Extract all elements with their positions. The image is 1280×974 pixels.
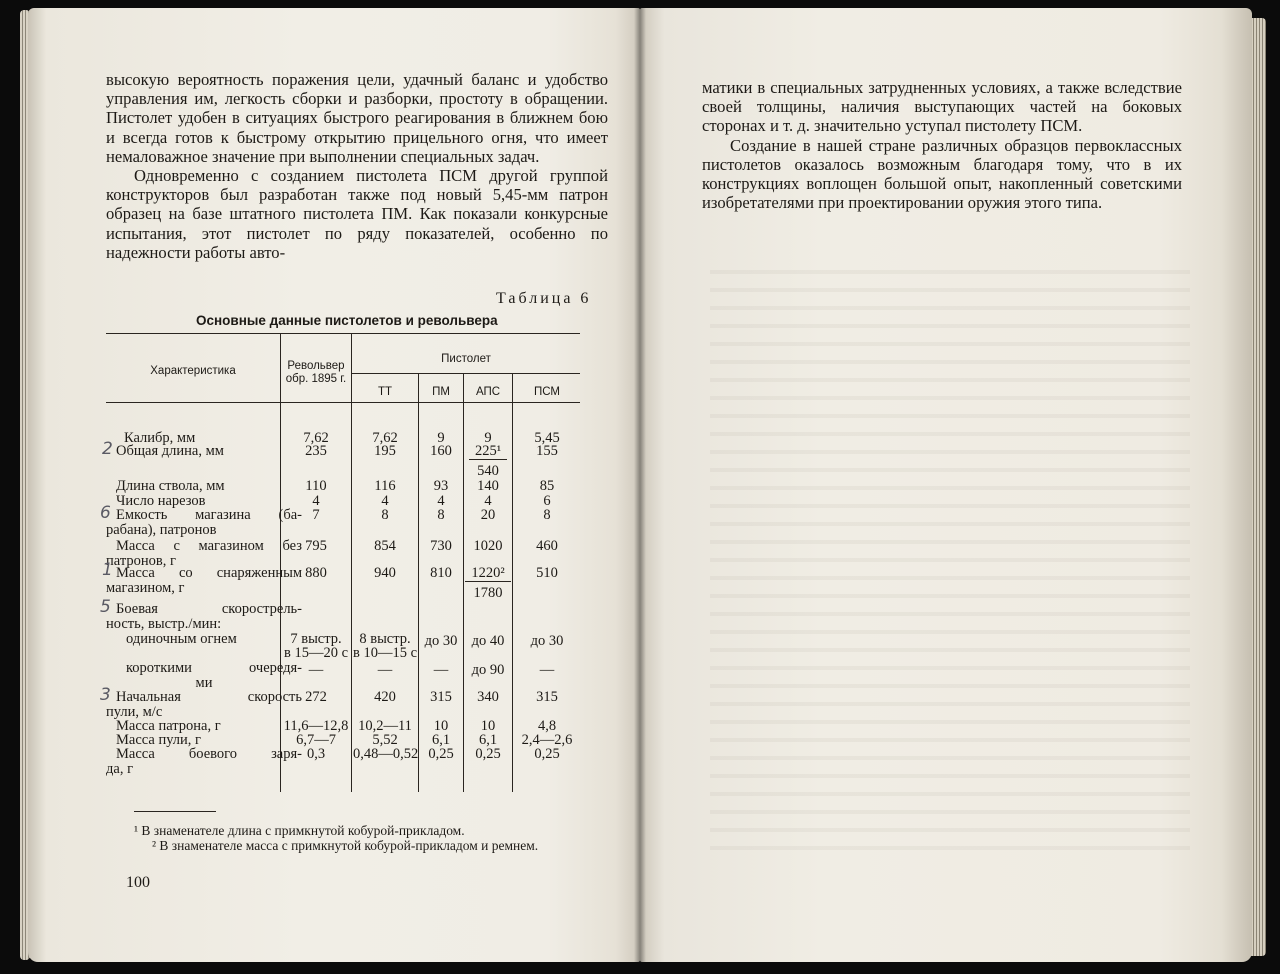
left-page: [28, 8, 640, 962]
table-cell: 1220² 1780: [465, 566, 511, 601]
table-cell: 2,4—2,6: [521, 732, 573, 748]
table-cell: 110: [305, 478, 327, 494]
table-cell: 315: [430, 689, 452, 705]
header-tt: ТТ: [377, 386, 393, 398]
table-cell: 4: [437, 493, 445, 509]
table-cell: 0,25: [534, 746, 560, 762]
row-label: Масса патрона, г: [116, 718, 221, 734]
table-cell: 7: [312, 507, 320, 523]
header-pm: ПМ: [432, 386, 450, 398]
table-cell: 7,62: [303, 430, 329, 446]
pencil-mark: 3: [100, 685, 111, 705]
table-cell: 460: [536, 538, 558, 554]
table-cell: 4,8: [537, 718, 557, 734]
row-label: одиночным огнем: [126, 631, 237, 647]
table-cell: 93: [433, 478, 449, 494]
pencil-mark: 5: [100, 597, 111, 617]
table-cell: 0,25: [428, 746, 454, 762]
table-cell: 225¹ 540: [465, 444, 511, 479]
table-cell: 7,62: [372, 430, 398, 446]
table-cell: 420: [374, 689, 396, 705]
table-cell: 315: [536, 689, 558, 705]
table-cell: 4: [312, 493, 320, 509]
paragraph: Создание в нашей стране различных образцов первоклассных пистолетов оказалось возможным благодаря тому, что в их конструкциях воплощен большой опыт, накопленный советскими изобретателями при проектировании оружия этого типа.: [702, 135, 1182, 213]
table-pistol-rule: [351, 373, 580, 374]
table-cell: 0,25: [475, 746, 501, 762]
pencil-mark: 6: [100, 503, 111, 523]
right-page-body: [702, 78, 1182, 212]
table-cell: 854: [374, 538, 396, 554]
table-cell: 11,6—12,8: [283, 718, 349, 734]
header-psm: ПСМ: [533, 386, 561, 398]
table-cell: 0,3: [306, 746, 326, 762]
table-cell: 340: [477, 689, 499, 705]
table-cell: 10: [480, 718, 496, 734]
book-gutter: [634, 8, 646, 962]
header-pistol: Пистолет: [441, 353, 491, 365]
table-cell: 795: [305, 538, 327, 554]
table-cell: 4: [484, 493, 492, 509]
row-label: Боевая скорострель- ность, выстр./мин:: [106, 601, 302, 632]
table-cell: 730: [430, 538, 452, 554]
header-aps: АПС: [475, 386, 501, 398]
table-cell: 10,2—11: [358, 718, 412, 734]
table-col-divider: [512, 373, 513, 792]
table-cell: 10: [433, 718, 449, 734]
table-cell: 116: [374, 478, 396, 494]
table-cell: 8 выстр. в 10—15 с: [353, 631, 418, 661]
row-label: Масса боевого заря- да, г: [106, 746, 302, 777]
row-label: Число нарезов: [116, 493, 206, 509]
row-label: Общая длина, мм: [116, 443, 224, 459]
table-cell: 510: [536, 565, 558, 581]
table-cell: 940: [374, 565, 396, 581]
table-cell: —: [308, 662, 324, 678]
table-cell: 8: [381, 507, 389, 523]
table-cell: 5,45: [534, 430, 560, 446]
row-label: короткими очередя- ми: [126, 660, 302, 691]
table-top-rule: [106, 333, 580, 334]
table-cell: 6: [543, 493, 551, 509]
row-label: Масса пули, г: [116, 732, 202, 748]
table-cell: 7 выстр. в 15—20 с: [283, 631, 349, 661]
footnote: ² В знаменателе масса с примкнутой кобурой-прикладом и ремнем.: [152, 838, 539, 853]
table-cell: 140: [477, 478, 499, 494]
table-col-divider: [463, 373, 464, 792]
table-cell: 272: [305, 689, 327, 705]
header-revolver: Револьвер обр. 1895 г.: [285, 360, 347, 385]
row-label: Емкость магазина (ба- рабана), патронов: [106, 507, 302, 538]
table-cell: 5,52: [372, 732, 398, 748]
pencil-mark: 1: [102, 560, 113, 580]
table-cell: 85: [539, 478, 555, 494]
table-number: Таблица 6: [496, 290, 592, 307]
table-cell: до 30: [530, 633, 564, 649]
footnote: ¹ В знаменателе длина с примкнутой кобурой-прикладом.: [134, 823, 465, 838]
table-cell: 9: [484, 430, 492, 446]
table-cell: 20: [480, 507, 496, 523]
left-page-body: [106, 70, 608, 262]
table-cell: 6,1: [478, 732, 498, 748]
table-cell: до 30: [424, 633, 458, 649]
row-label: Калибр, мм: [124, 430, 196, 446]
right-page: [640, 8, 1252, 962]
page-number: 100: [126, 874, 150, 891]
paragraph: матики в специальных затрудненных условиях, а также вследствие своей толщины, наличия выступающих частей на боковых сторонах и т. д. значительно уступал пистолету ПСМ.: [702, 78, 1182, 136]
table-cell: 4: [381, 493, 389, 509]
table-cell: 6,1: [431, 732, 451, 748]
table-cell: 195: [374, 443, 396, 459]
table-cell: 155: [536, 443, 558, 459]
table-cell: —: [433, 662, 449, 678]
table-title: Основные данные пистолетов и револьвера: [196, 313, 498, 328]
table-cell: 880: [305, 565, 327, 581]
table-cell: 8: [543, 507, 551, 523]
header-characteristic: Характеристика: [150, 365, 236, 377]
row-label: Масса со снаряженным магазином, г: [106, 565, 302, 596]
footnote-rule: [134, 811, 216, 812]
table-cell: 160: [430, 443, 452, 459]
paragraph: высокую вероятность поражения цели, удачный баланс и удобство управления им, легкость сборки и разборки, простоту в обращении. Пистолет удобен в ситуациях быстрого реагирования в ближнем бою и всегда готов к быстрому открытию прицельного огня, что имеет немаловажное значение при выполнении специальных задач.: [106, 70, 608, 166]
pencil-mark: 2: [102, 439, 113, 459]
table-col-divider: [418, 373, 419, 792]
table-cell: 1020: [473, 538, 503, 554]
table-col-divider: [351, 333, 352, 792]
table-cell: —: [377, 662, 393, 678]
table-cell: 6,7—7: [296, 732, 336, 748]
paragraph: Одновременно с созданием пистолета ПСМ другой группой конструкторов был разработан также под новый 5,45-мм патрон образец на базе штатного пистолета ПМ. Как показали конкурсные испытания, этот пистолет по ряду показателей, особенно по надежности работы авто-: [106, 166, 608, 262]
row-label: Начальная скорость пули, м/с: [106, 689, 302, 720]
table-cell: до 90: [471, 662, 505, 678]
table-cell: до 40: [471, 633, 505, 649]
row-label: Длина ствола, мм: [116, 478, 225, 494]
table-cell: —: [539, 662, 555, 678]
table-cell: 8: [437, 507, 445, 523]
table-cell: 0,48—0,52: [353, 746, 419, 762]
bleed-through-text: [710, 256, 1190, 856]
table-header-rule: [106, 402, 580, 403]
row-label: Масса с магазином без патронов, г: [106, 538, 302, 569]
table-cell: 810: [430, 565, 452, 581]
table-cell: 235: [305, 443, 327, 459]
table-cell: 9: [437, 430, 445, 446]
